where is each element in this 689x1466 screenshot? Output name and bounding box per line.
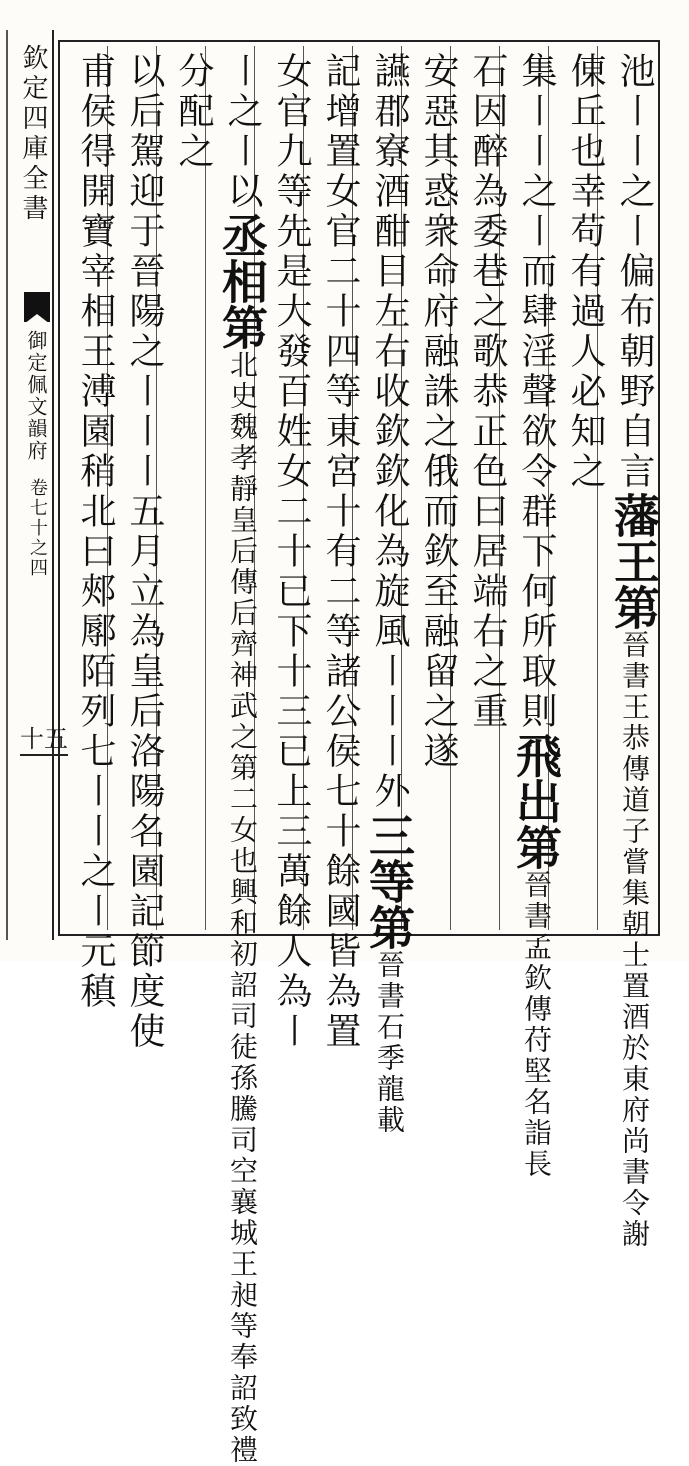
outer-margin-rule [6,30,8,940]
text-column-9 [215,52,269,1466]
heading-feichu: 飛出第 [509,732,563,870]
column-text: 讌郡寮酒酣目左右收欽欽化為旋風〡〡〡外 [369,52,410,812]
fishtail-mark [24,292,50,322]
volume-label: 卷七十之四 [27,478,48,578]
column-text: 倲丘也幸苟有過人必知之 [565,52,606,492]
series-title: 欽定四庫全書 [18,44,48,224]
heading-note: 北史魏孝靜皇后傳后齊神武之第二女也興和初詔司徒孫騰司空襄城王昶等奉詔致禮 [226,350,259,1466]
column-text: 集〡〡之〡而肆淫聲欲令群下何所取則 [516,52,557,732]
column-text: 女官九等先是大發百姓女二十已下十三已上三萬餘人為〡 [271,52,312,1052]
text-column-8 [269,52,313,1052]
column-text: 分配之 [173,52,214,172]
margin-rule [52,30,54,940]
heading-note: 晉書王恭傳道子嘗集朝士置酒於東府尚書令謝 [618,630,651,1250]
column-text: 甫侯得開寶宰相王溥園稍北曰郟鄏陌列七〡〡之〡元稹 [75,52,116,1012]
column-text: 安惡其惑衆命府融誅之俄而欽至融留之遂 [418,52,459,772]
text-column-4 [465,52,509,932]
heading-chengxiang: 丞相第 [215,212,269,350]
text-column-7 [318,52,362,1052]
heading-note: 晉書石季龍載 [373,950,406,1136]
column-text: 石因醉為委巷之歌恭正色曰居端右之重 [467,52,508,732]
text-column-3 [509,52,563,1180]
book-title: 御定佩文韻府 [24,330,48,462]
column-text: 記增置女官二十四等東宮十有二等諸公侯七十餘國皆為置 [320,52,361,1052]
text-column-11 [122,52,166,1052]
column-text: 〡之〡以 [222,52,263,212]
column-text: 以后駕迎于晉陽之〡〡〡五月立為皇后洛陽名園記節度使 [124,52,165,1052]
text-column-6 [362,52,416,1136]
heading-sandeng: 三等第 [362,812,416,950]
heading-fanwang: 藩王第 [607,492,661,630]
text-column-10 [171,52,215,932]
heading-note: 晉書孟欽傳苻堅名詣長 [520,870,553,1180]
text-column-2 [563,52,607,932]
column-text: 池〡〡之〡偏布朝野自言 [614,52,655,492]
text-column-1 [607,52,661,1250]
text-column-12 [73,52,117,1012]
page-number: 十五 [20,726,68,756]
text-column-5 [416,52,460,932]
